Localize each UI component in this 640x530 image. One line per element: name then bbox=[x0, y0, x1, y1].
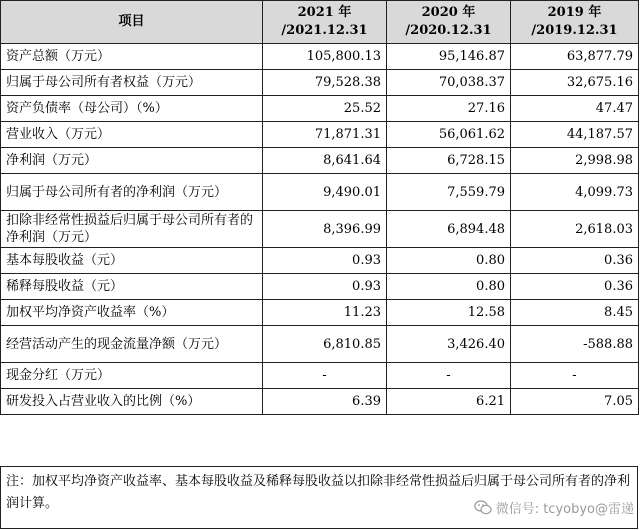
row-label: 稀释每股收益（元） bbox=[1, 274, 263, 300]
cell-2021: 0.93 bbox=[263, 274, 387, 300]
table-row bbox=[1, 70, 639, 96]
row-label: 经营活动产生的现金流量净额（万元） bbox=[1, 326, 263, 363]
row-label: 营业收入（万元） bbox=[1, 122, 263, 148]
table-row bbox=[1, 122, 639, 148]
cell-2020: 27.16 bbox=[387, 96, 511, 122]
cell-2019: 2,998.98 bbox=[511, 148, 639, 174]
table-row bbox=[1, 211, 639, 248]
header-2020 bbox=[387, 1, 511, 44]
cell-2021: 8,641.64 bbox=[263, 148, 387, 174]
table-row bbox=[1, 326, 639, 363]
watermark-text: 微信号: tcyobyo@雷递 bbox=[495, 502, 634, 517]
header-2021 bbox=[263, 1, 387, 44]
row-label: 研发投入占营业收入的比例（%） bbox=[1, 389, 263, 415]
cell-2020: 12.58 bbox=[387, 300, 511, 326]
cell-2019: 32,675.16 bbox=[511, 70, 639, 96]
cell-2019: 0.36 bbox=[511, 274, 639, 300]
cell-2020: 7,559.79 bbox=[387, 174, 511, 211]
table-row bbox=[1, 248, 639, 274]
row-label: 基本每股收益（元） bbox=[1, 248, 263, 274]
cell-2019: 2,618.03 bbox=[511, 211, 639, 248]
table-row bbox=[1, 274, 639, 300]
header-2019-label: 2019 年 /2019.12.31 bbox=[531, 5, 618, 38]
cell-2019: 7.05 bbox=[511, 389, 639, 415]
cell-2019: 44,187.57 bbox=[511, 122, 639, 148]
header-2019 bbox=[511, 1, 639, 44]
table-row bbox=[1, 174, 639, 211]
cell-2019: 8.45 bbox=[511, 300, 639, 326]
cell-2019: -588.88 bbox=[511, 326, 639, 363]
cell-2021: 105,800.13 bbox=[263, 44, 387, 70]
table-row bbox=[1, 44, 639, 70]
cell-2020: 6.21 bbox=[387, 389, 511, 415]
cell-2021: 6,810.85 bbox=[263, 326, 387, 363]
wechat-icon bbox=[474, 500, 492, 515]
table-footnote: 注：加权平均净资产收益率、基本每股收益及稀释每股收益以扣除非经常性损益后归属于母公司所有者的净利润计算。 bbox=[0, 466, 638, 529]
cell-2020: 6,728.15 bbox=[387, 148, 511, 174]
cell-2019: 47.47 bbox=[511, 96, 639, 122]
cell-2021: 9,490.01 bbox=[263, 174, 387, 211]
header-item: 项目 bbox=[1, 1, 263, 44]
row-label: 扣除非经常性损益后归属于母公司所有者的净利润（万元） bbox=[1, 211, 263, 248]
cell-2021: 79,528.38 bbox=[263, 70, 387, 96]
table-row bbox=[1, 363, 639, 389]
row-label: 资产总额（万元） bbox=[1, 44, 263, 70]
cell-2020: 0.80 bbox=[387, 248, 511, 274]
cell-2019: 0.36 bbox=[511, 248, 639, 274]
cell-2020: 0.80 bbox=[387, 274, 511, 300]
cell-2019: - bbox=[511, 363, 639, 389]
cell-2020: 70,038.37 bbox=[387, 70, 511, 96]
cell-2021: 25.52 bbox=[263, 96, 387, 122]
table-row bbox=[1, 96, 639, 122]
cell-2021: 6.39 bbox=[263, 389, 387, 415]
row-label: 净利润（万元） bbox=[1, 148, 263, 174]
cell-2021: - bbox=[263, 363, 387, 389]
watermark bbox=[474, 498, 634, 517]
cell-2021: 0.93 bbox=[263, 248, 387, 274]
table-row bbox=[1, 389, 639, 415]
cell-2020: 6,894.48 bbox=[387, 211, 511, 248]
table-row bbox=[1, 148, 639, 174]
header-2021-label: 2021 年 /2021.12.31 bbox=[281, 5, 368, 38]
row-label: 现金分红（万元） bbox=[1, 363, 263, 389]
cell-2021: 71,871.31 bbox=[263, 122, 387, 148]
cell-2020: 3,426.40 bbox=[387, 326, 511, 363]
header-2020-label: 2020 年 /2020.12.31 bbox=[405, 5, 492, 38]
row-label: 归属于母公司所有者的净利润（万元） bbox=[1, 174, 263, 211]
row-label: 归属于母公司所有者权益（万元） bbox=[1, 70, 263, 96]
cell-2020: - bbox=[387, 363, 511, 389]
table-row bbox=[1, 300, 639, 326]
cell-2021: 8,396.99 bbox=[263, 211, 387, 248]
cell-2019: 4,099.73 bbox=[511, 174, 639, 211]
row-label: 资产负债率（母公司）（%） bbox=[1, 96, 263, 122]
cell-2020: 56,061.62 bbox=[387, 122, 511, 148]
cell-2020: 95,146.87 bbox=[387, 44, 511, 70]
table-header-row bbox=[1, 1, 639, 44]
cell-2019: 63,877.79 bbox=[511, 44, 639, 70]
cell-2021: 11.23 bbox=[263, 300, 387, 326]
row-label: 加权平均净资产收益率（%） bbox=[1, 300, 263, 326]
